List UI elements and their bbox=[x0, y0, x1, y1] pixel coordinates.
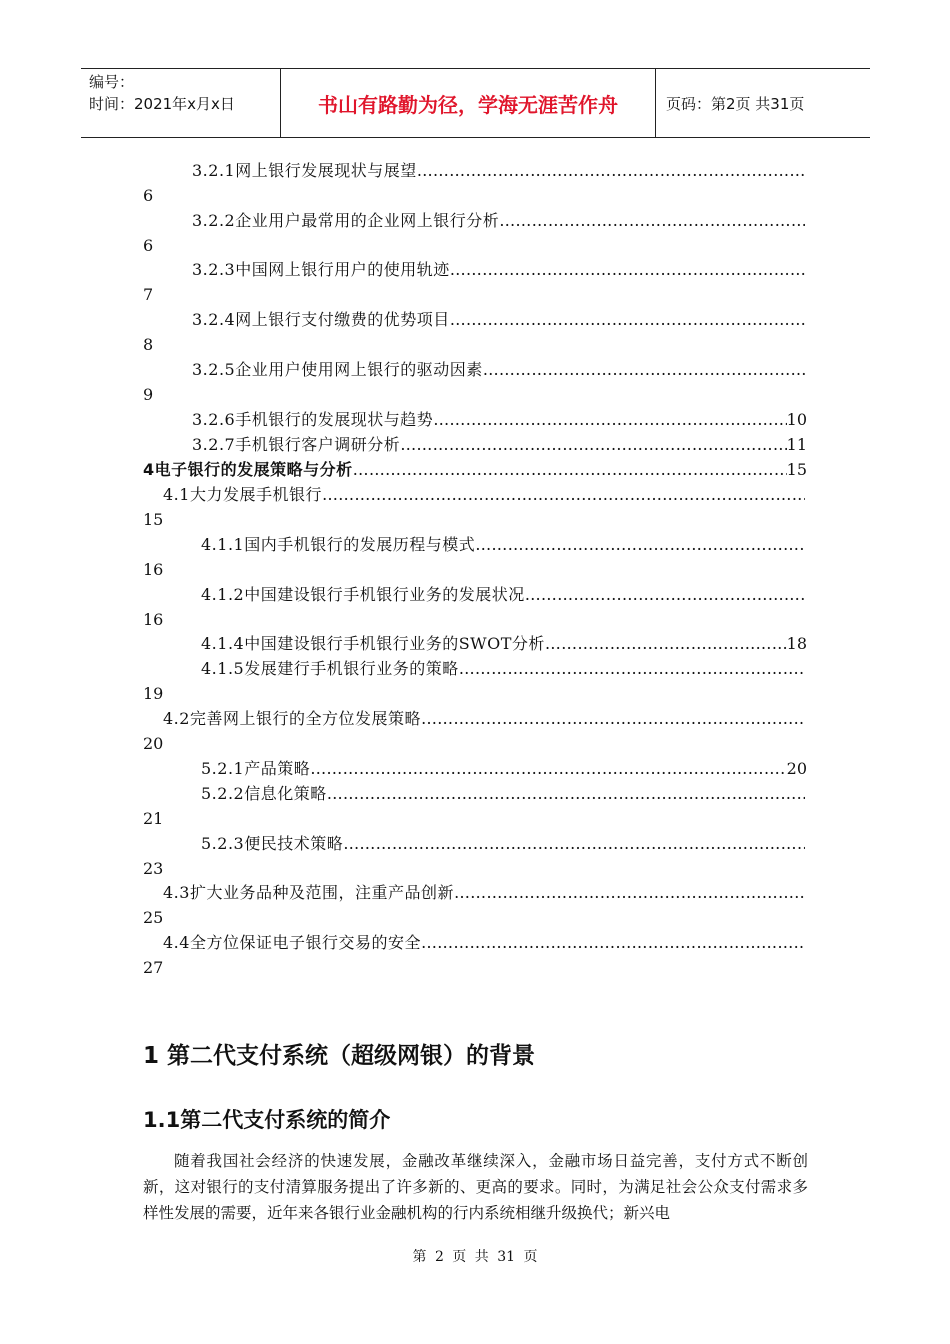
toc-leader-dots bbox=[499, 210, 805, 232]
toc-entry-label: 4.2完善网上银行的全方位发展策略 bbox=[163, 709, 421, 728]
toc-entry-page: 15 bbox=[786, 460, 807, 479]
toc-entry-label: 3.2.5企业用户使用网上银行的驱动因素 bbox=[192, 360, 483, 379]
toc-entry-label: 3.2.6手机银行的发展现状与趋势 bbox=[192, 410, 434, 429]
toc-entry-page: 10 bbox=[786, 410, 807, 429]
toc-entry-label: 4.1大力发展手机银行 bbox=[163, 485, 322, 504]
header-date: 时间：2021年x月x日 bbox=[89, 95, 235, 113]
toc-entry[interactable] bbox=[192, 259, 805, 281]
toc-entry[interactable] bbox=[201, 534, 805, 556]
toc-entry-page: 7 bbox=[143, 285, 154, 304]
toc-entry[interactable] bbox=[163, 932, 805, 954]
toc-leader-dots bbox=[433, 409, 786, 431]
toc-entry[interactable] bbox=[163, 708, 805, 730]
header-meta bbox=[81, 69, 281, 137]
toc-leader-dots bbox=[545, 633, 787, 655]
toc-entry-page: 16 bbox=[143, 560, 164, 579]
toc-entry-label: 5.2.3便民技术策略 bbox=[201, 834, 344, 853]
toc-entry-label: 3.2.4网上银行支付缴费的优势项目 bbox=[192, 310, 450, 329]
toc-leader-dots bbox=[450, 309, 805, 331]
toc-entry[interactable] bbox=[201, 758, 807, 780]
toc-entry-label: 4.1.5发展建行手机银行业务的策略 bbox=[201, 659, 459, 678]
toc-entry-page: 21 bbox=[143, 809, 164, 828]
header-page-info: 页码：第2页 共31页 bbox=[666, 94, 805, 113]
toc-leader-dots bbox=[459, 658, 805, 680]
toc-entry-label: 4电子银行的发展策略与分析 bbox=[143, 460, 353, 479]
toc-entry-page: 9 bbox=[143, 385, 154, 404]
toc-entry-page: 20 bbox=[143, 734, 164, 753]
toc-leader-dots bbox=[483, 359, 805, 381]
toc-leader-dots bbox=[417, 160, 805, 182]
toc-entry-page: 20 bbox=[786, 759, 807, 778]
toc-leader-dots bbox=[343, 833, 805, 855]
toc-entry[interactable] bbox=[201, 658, 805, 680]
toc-entry-page: 25 bbox=[143, 908, 164, 927]
toc-entry[interactable] bbox=[201, 783, 805, 805]
toc-entry-label: 4.1.2中国建设银行手机银行业务的发展状况 bbox=[201, 585, 525, 604]
toc-leader-dots bbox=[475, 534, 805, 556]
toc-entry-page: 6 bbox=[143, 236, 154, 255]
toc-leader-dots bbox=[525, 584, 805, 606]
toc-entry[interactable] bbox=[192, 434, 807, 456]
toc-entry-page: 18 bbox=[786, 634, 807, 653]
toc-leader-dots bbox=[327, 783, 805, 805]
toc-entry-label: 4.1.4中国建设银行手机银行业务的SWOT分析 bbox=[201, 634, 545, 653]
toc-leader-dots bbox=[322, 484, 805, 506]
section-heading: 1 第二代支付系统（超级网银）的背景 bbox=[143, 1043, 536, 1069]
toc-entry[interactable] bbox=[201, 833, 805, 855]
toc-entry[interactable] bbox=[192, 309, 805, 331]
toc-entry[interactable] bbox=[201, 633, 807, 655]
toc-entry-page: 6 bbox=[143, 186, 154, 205]
toc-entry[interactable] bbox=[192, 409, 807, 431]
toc-entry[interactable] bbox=[192, 210, 805, 232]
toc-leader-dots bbox=[454, 882, 805, 904]
page-header bbox=[81, 68, 870, 138]
toc-entry-label: 3.2.1网上银行发展现状与展望 bbox=[192, 161, 417, 180]
toc-entry[interactable] bbox=[163, 484, 805, 506]
toc-leader-dots bbox=[400, 434, 786, 456]
toc-leader-dots bbox=[310, 758, 786, 780]
body-paragraph: 随着我国社会经济的快速发展，金融改革继续深入，金融市场日益完善，支付方式不断创新，这对银行的支付清算服务提出了许多新的、更高的要求。同时，为满足社会公众支付需求多样性发展的需要，近年来各银行业金融机构的行内系统相继升级换代；新兴电 bbox=[143, 1152, 808, 1222]
toc-entry[interactable] bbox=[143, 459, 807, 481]
toc-entry[interactable] bbox=[163, 882, 805, 904]
toc-entry-label: 4.4全方位保证电子银行交易的安全 bbox=[163, 933, 421, 952]
toc-entry-label: 4.1.1国内手机银行的发展历程与模式 bbox=[201, 535, 476, 554]
subsection-heading: 1.1第二代支付系统的简介 bbox=[143, 1108, 391, 1132]
toc-entry-page: 16 bbox=[143, 610, 164, 629]
toc-entry-page: 15 bbox=[143, 510, 164, 529]
header-motto: 书山有路勤为径，学海无涯苦作舟 bbox=[281, 69, 656, 137]
page-footer: 第 2 页 共 31 页 bbox=[412, 1249, 538, 1265]
toc-entry-label: 4.3扩大业务品种及范围，注重产品创新 bbox=[163, 883, 454, 902]
toc-entry-page: 8 bbox=[143, 335, 154, 354]
toc-entry-label: 5.2.2信息化策略 bbox=[201, 784, 327, 803]
toc-entry-label: 3.2.2企业用户最常用的企业网上银行分析 bbox=[192, 211, 500, 230]
toc-leader-dots bbox=[421, 708, 805, 730]
toc-leader-dots bbox=[421, 932, 805, 954]
toc-entry[interactable] bbox=[192, 160, 805, 182]
toc-leader-dots bbox=[450, 259, 805, 281]
toc-entry-label: 5.2.1产品策略 bbox=[201, 759, 311, 778]
toc-leader-dots bbox=[353, 459, 787, 481]
toc-entry[interactable] bbox=[201, 584, 805, 606]
toc-entry-page: 27 bbox=[143, 958, 164, 977]
toc-entry-page: 19 bbox=[143, 684, 164, 703]
toc-entry-page: 23 bbox=[143, 859, 164, 878]
toc-entry-label: 3.2.3中国网上银行用户的使用轨迹 bbox=[192, 260, 450, 279]
toc-entry-label: 3.2.7手机银行客户调研分析 bbox=[192, 435, 401, 454]
toc-entry-page: 11 bbox=[786, 435, 807, 454]
toc-entry[interactable] bbox=[192, 359, 805, 381]
header-number: 编号： bbox=[89, 73, 135, 91]
